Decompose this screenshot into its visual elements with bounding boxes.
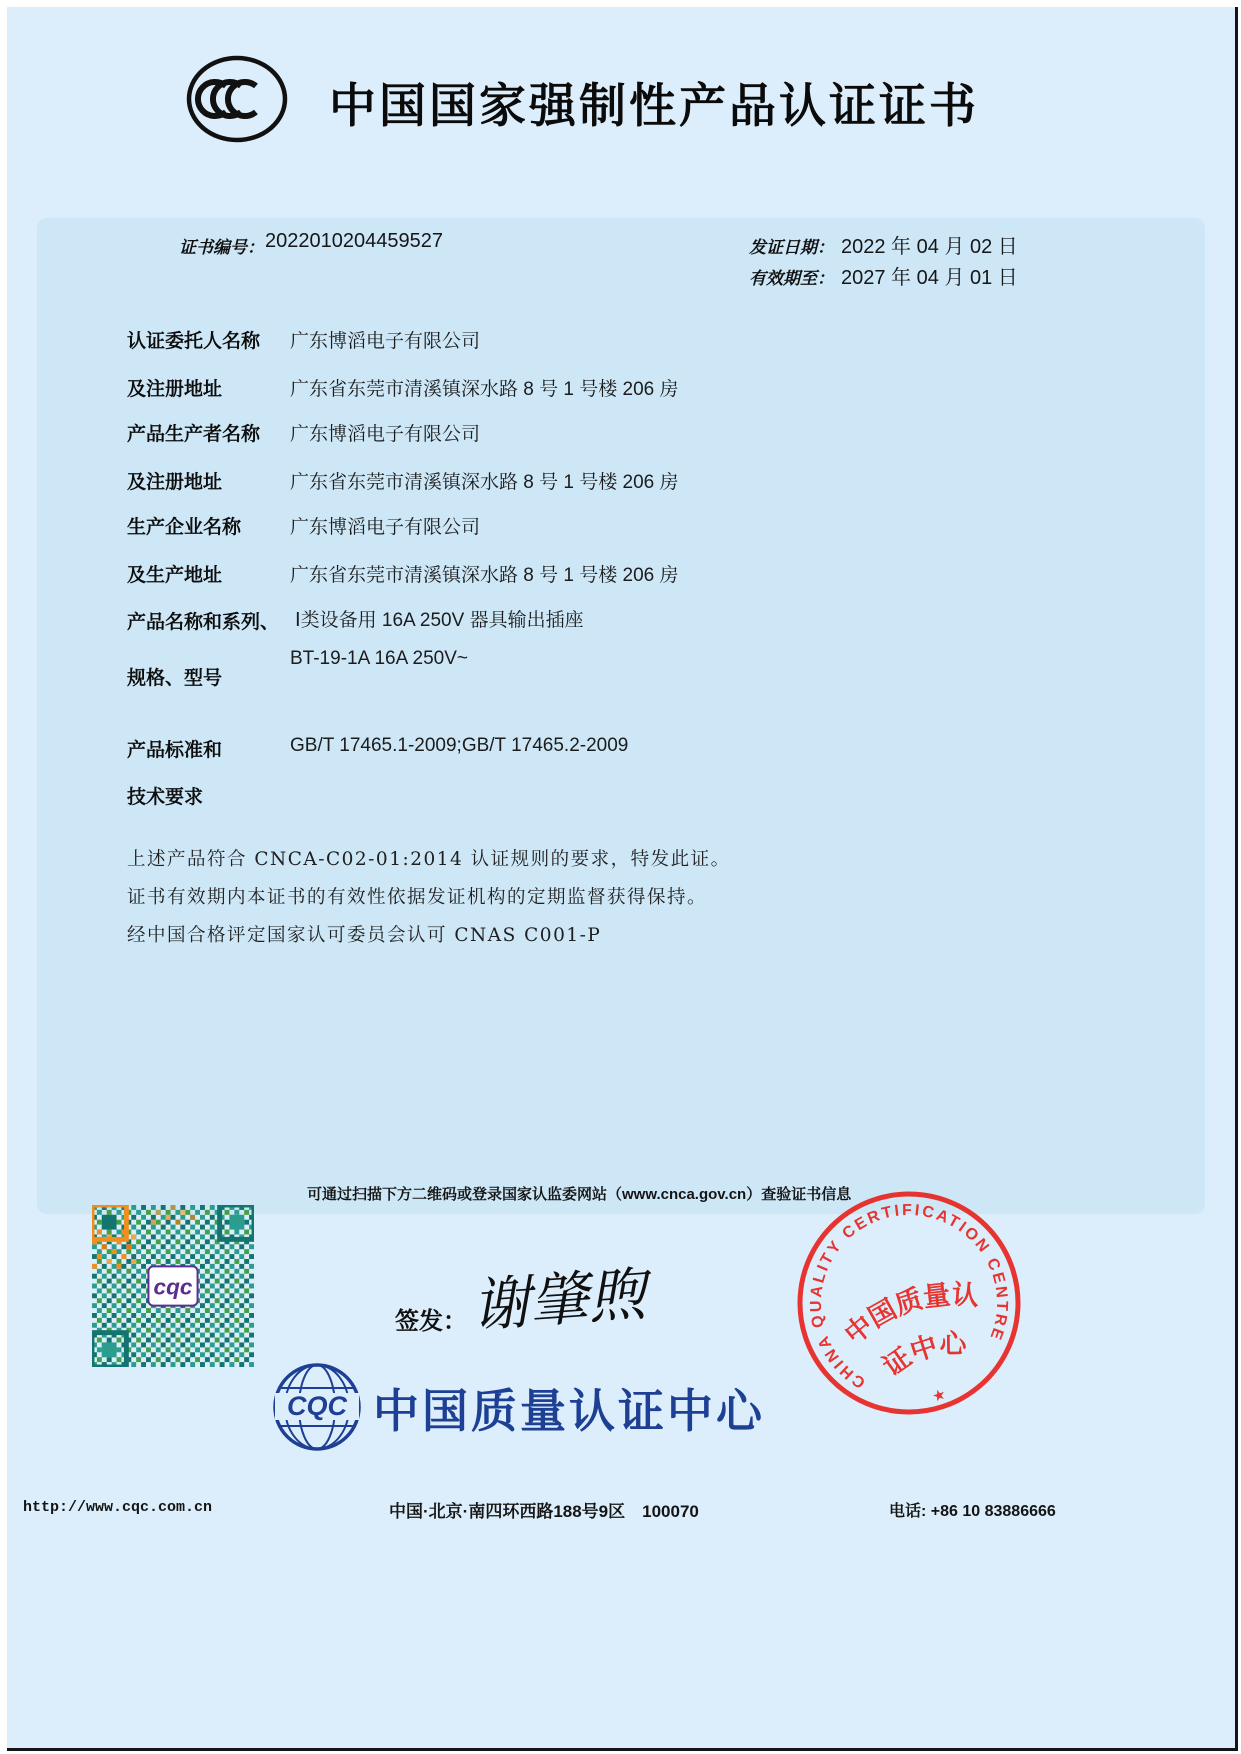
- standard-value: GB/T 17465.1-2009;GB/T 17465.2-2009: [290, 735, 629, 756]
- valid-until-label: 有效期至：: [749, 269, 834, 289]
- footer-website: http://www.cqc.com.cn: [23, 1499, 213, 1516]
- producer-name-value: 广东博滔电子有限公司: [290, 424, 481, 445]
- seal-star-icon: ★: [930, 1385, 949, 1406]
- standard-label: 产品标准和: [127, 740, 223, 761]
- producer-address-value: 广东省东莞市清溪镇深水路 8 号 1 号楼 206 房: [290, 472, 679, 493]
- issuer-name: 中国质量认证中心: [373, 1385, 765, 1437]
- footer-address: 中国·北京·南四环西路188号9区 100070: [389, 1502, 699, 1521]
- cert-number-value: 2022010204459527: [265, 230, 443, 252]
- applicant-address-value: 广东省东莞市清溪镇深水路 8 号 1 号楼 206 房: [290, 379, 679, 400]
- statement-line-1: 上述产品符合 CNCA-C02-01:2014 认证规则的要求，特发此证。: [127, 849, 731, 870]
- issue-date-label: 发证日期：: [749, 238, 834, 258]
- ccc-logo-icon: [185, 55, 289, 143]
- footer-phone: 电话: +86 10 83886666: [889, 1503, 1056, 1520]
- signature-text: 谢肇煦: [469, 1260, 649, 1340]
- factory-address-value: 广东省东莞市清溪镇深水路 8 号 1 号楼 206 房: [290, 565, 679, 586]
- svg-text:证中心: [875, 1320, 976, 1385]
- page-title: 中国国家强制性产品认证证书: [329, 79, 979, 132]
- valid-until-value: 2027 年 04 月 01 日: [841, 267, 1018, 289]
- signature: [462, 1239, 742, 1359]
- cert-number-label: 证书编号：: [179, 238, 264, 258]
- producer-name-label: 产品生产者名称: [127, 424, 261, 445]
- factory-name-value: 广东博滔电子有限公司: [290, 517, 481, 538]
- technical-requirement-label: 技术要求: [127, 787, 204, 808]
- statement-line-3: 经中国合格评定国家认可委员会认可 CNAS C001-P: [127, 925, 602, 946]
- certificate-body-panel: [37, 218, 1205, 1214]
- product-name-value: Ⅰ类设备用 16A 250V 器具输出插座: [295, 610, 584, 631]
- issue-date-value: 2022 年 04 月 02 日: [841, 236, 1018, 258]
- statement-line-2: 证书有效期内本证书的有效性依据发证机构的定期监督获得保持。: [127, 887, 708, 908]
- verification-note: 可通过扫描下方二维码或登录国家认监委网站（www.cnca.gov.cn）查验证书信息: [307, 1186, 852, 1203]
- product-model-value: BT-19-1A 16A 250V~: [290, 648, 468, 669]
- product-name-label: 产品名称和系列、: [127, 612, 280, 633]
- certificate-page: [7, 7, 1238, 1751]
- cqc-logo-text: CQC: [287, 1391, 347, 1421]
- producer-address-label: 及注册地址: [127, 472, 223, 493]
- qr-center-logo-text: cqc: [153, 1274, 193, 1300]
- applicant-name-value: 广东博滔电子有限公司: [290, 331, 481, 352]
- product-model-label: 规格、型号: [127, 668, 223, 689]
- seal-chinese-line1: 中国质量认: [838, 1279, 980, 1350]
- sign-off-label: 签发：: [395, 1308, 467, 1335]
- seal-chinese-line2: 证中心: [877, 1328, 967, 1383]
- applicant-name-label: 认证委托人名称: [127, 331, 261, 352]
- cqc-logo-icon: [271, 1361, 363, 1453]
- seal-english-text: CHINA QUALITY CERTIFICATION CENTRE: [807, 1201, 1011, 1392]
- applicant-address-label: 及注册地址: [127, 379, 223, 400]
- factory-name-label: 生产企业名称: [127, 517, 242, 538]
- qr-code: [92, 1205, 254, 1367]
- factory-address-label: 及生产地址: [127, 565, 223, 586]
